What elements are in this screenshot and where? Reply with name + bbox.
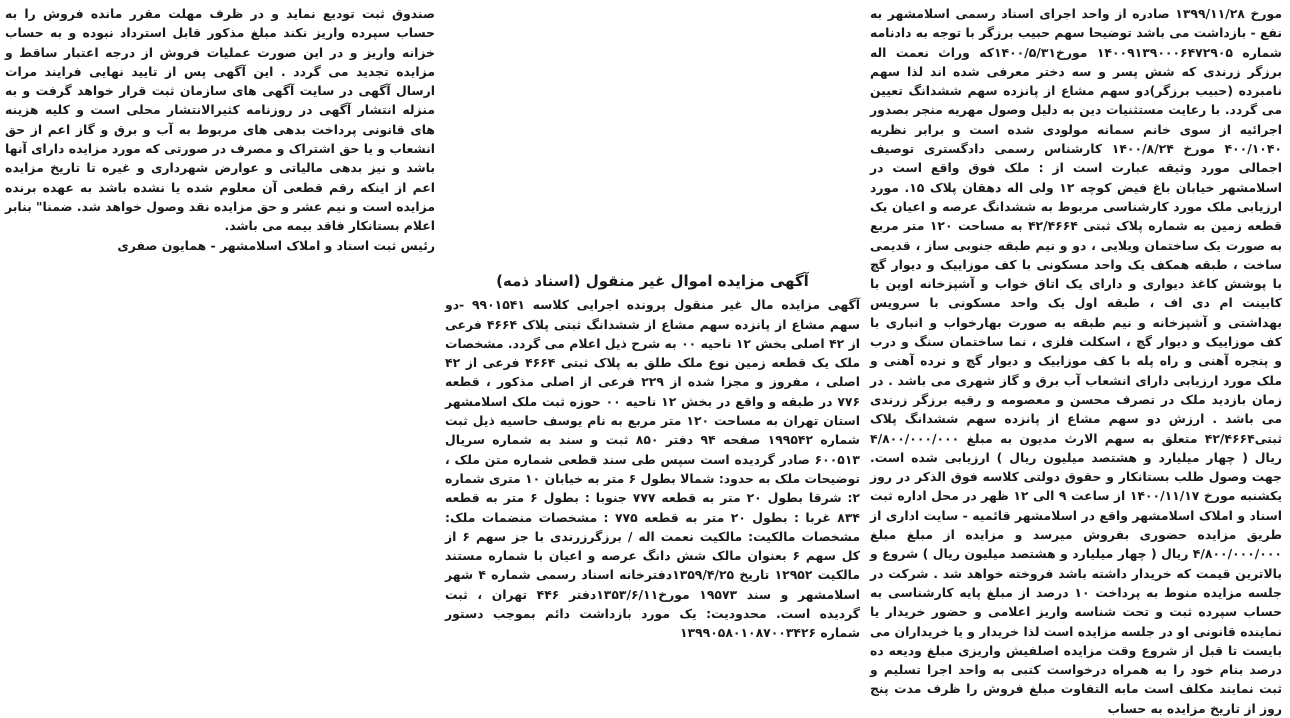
continuation-paragraph: مورخ ۱۳۹۹/۱۱/۲۸ صادره از واحد اجرای اسناد رسمی اسلامشهر به نفع - بازداشت می باشد توضیحا سهم حبیب برزگر با توجه به دادنامه شماره ۱۴۰۰۹۱۳۹۰۰۰۶۴۷۲۹۰۵ مورخ۱۴۰۰/۵/۳۱که وراث نعمت اله برزگر زرندی که شش پسر و سه دختر معرفی شده اند لذا سهم نامبرده (حبیب برزگر)دو سهم مشاع از پانزده سهم ششدانگ تعیین می گردد. با رعایت مستثنیات دین به دلیل وصول مهریه منجر بصدور اجرائیه از سوی خانم سمانه مولودی شده است و برابر نظریه ۴۰۰/۱۰۴۰ مورخ ۱۴۰۰/۸/۲۴ کارشناس رسمی دادگستری توصیف اجمالی مورد وثیقه عبارت است از : ملک فوق واقع است در اسلامشهر خیابان باغ فیض کوچه ۱۲ ولی اله دهقان پلاک ۱۵. مورد ارزیابی ملک مورد کارشناسی مربوط به ششدانگ عرصه و اعیان یک قطعه زمین به شماره پلاک ثبتی ۴۲/۴۶۶۴ به مساحت ۱۲۰ متر مربع به صورت یک ساختمان ویلایی ، دو و نیم طبقه جنوبی ساز ، قدیمی ساخت ، طبقه همکف یک واحد مسکونی با کف موزاییک و دیوار گچ با پوشش کاغذ دیواری و دارای یک اتاق خواب و آشپزخانه اوپن با کابینت ام دی اف ، طبقه اول یک واحد مسکونی با سرویس بهداشتی و آشپزخانه و نیم طبقه به صورت بهارخواب و انباری با کف موزاییک و دیوار گچ ، اسکلت فلزی ، نما ساختمان سنگ و درب و پنجره آهنی و راه پله با کف موزاییک و دیوار گچ و نرده آهنی و ملک مورد ارزیابی دارای انشعاب آب برق و گاز شهری می باشد . در زمان بازدید ملک در تصرف محسن و معصومه و رقیه برزگر زرندی می باشد . ارزش دو سهم مشاع از پانزده سهم ششدانگ پلاک ثبتی۴۲/۴۶۶۴ متعلق به سهم الارث مدیون به مبلغ ۴/۸۰۰/۰۰۰/۰۰۰ ریال ( چهار میلیارد و هشتصد میلیون ریال ) ارزیابی شده است. جهت وصول طلب بستانکار و حقوق دولتی کلاسه فوق الذکر در روز یکشنبه مورخ ۱۴۰۰/۱۱/۱۷ از ساعت ۹ الی ۱۲ ظهر در محل اداره ثبت اسناد و املاک اسلامشهر واقع در اسلامشهر قائمیه - سایت اداری از طریق مزایده حضوری بفروش میرسد و مزایده از مبلغ مبلغ ۴/۸۰۰/۰۰۰/۰۰۰ ریال ( چهار میلیارد و هشتصد میلیون ریال ) شروع و بالاترین قیمت که خریدار داشته باشد فروخته خواهد شد . شرکت در جلسه مزایده منوط به پرداخت ۱۰ درصد از مبلغ پایه کارشناسی به حساب سپرده ثبت و تحت شناسه واریز اعلامی و حضور خریدار یا نماینده قانونی او در جلسه مزایده است لذا خریدار و یا خریداران می بایست تا قبل از شروع وقت مزایده اصلفیش واریزی مبلغ ودیعه ده درصد بنام خود را به همراه درخواست کتبی به واحد اجرا تسلیم و ثبت نمایند مکلف است مابه التفاوت مبلغ فروش را ظرف مدت پنج روز از تاریخ مزایده به حساب	[870, 6, 1282, 716]
closing-paragraph: صندوق ثبت تودیع نماید و در ظرف مهلت مقرر مانده فروش را به حساب سپرده واریز نکند مبلغ مذکور قابل استرداد نبوده و به حساب خزانه واریز و در این صورت عملیات فروش از درجه اعتبار ساقط و مزایده تجدید می گردد . این آگهی پس از تایید نهایی فرایند مرات ارسال آگهی در سایت آگهی های سازمان ثبت قرار خواهد گرفت و به منزله انتشار آگهی در روزنامه کثیرالانتشار محلی است و کلیه هزینه های قانونی پرداخت بدهی های مربوط به آب و برق و گاز اعم از حق انشعاب و یا حق اشتراک و مصرف در صورتی که مورد مزایده دارای آنها باشد و نیز بدهی مالیاتی و عوارض شهرداری و غیره تا تاریخ مزایده اعم از اینکه رقم قطعی آن معلوم شده یا نشده باشد به عهده برنده مزایده است و نیم عشر و حق مزایده نقد وصول خواهد شد. ضمنا" بنابر اعلام بستانکار فاقد بیمه می باشد.	[5, 6, 435, 234]
text-column-right	[870, 4, 1282, 716]
text-column-left	[5, 4, 435, 304]
signature-line: رئیس ثبت اسناد و املاک اسلامشهر - همایون صفری	[117, 237, 435, 253]
notice-title: آگهی مزایده اموال غیر منقول (اسناد ذمه)	[496, 272, 809, 290]
column-top-gap	[445, 4, 860, 272]
notice-body: آگهی مزایده مال غیر منقول پرونده اجرایی کلاسه ۹۹۰۱۵۴۱ -دو سهم مشاع از پانزده سهم مشاع از ششدانگ ثبتی پلاک ۴۶۶۴ فرعی از ۴۲ اصلی بخش ۱۲ ناحیه ۰۰ به شرح ذیل اعلام می گردد. مشخصات ملک یک قطعه زمین نوع ملک طلق به پلاک ثبتی ۴۶۶۴ فرعی از ۴۲ اصلی ، مفروز و مجزا شده از ۲۲۹ فرعی از اصلی مذکور ، قطعه ۷۷۶ در طبقه و واقع در بخش ۱۲ ناحیه ۰۰ حوزه ثبت ملک اسلامشهر استان تهران به مساحت ۱۲۰ متر مربع به نام یوسف حاسیه ذیل ثبت شماره ۱۹۹۵۴۲ صفحه ۹۴ دفتر ۸۵۰ ثبت و سند به شماره سریال ۶۰۰۵۱۳ صادر گردیده است سپس طی سند قطعی شماره متن ملک ، توضیحات ملک به حدود: شمالا بطول ۶ متر به خیابان ۱۰ متری شماره ۲: شرقا بطول ۲۰ متر به قطعه ۷۷۷ جنوبا : بطول ۶ متر به قطعه ۸۳۴ غربا : بطول ۲۰ متر به قطعه ۷۷۵ : مشخصات منضمات ملک: مشخصات مالکیت: مالکیت نعمت اله / برزگرزرندی با جز سهم ۶ از کل سهم ۶ بعنوان مالک شش دانگ عرصه و اعیان با شماره مستند مالکیت ۱۲۹۵۲ تاریخ ۱۳۵۹/۴/۲۵دفترخانه اسناد رسمی شماره ۴ شهر اسلامشهر و سند ۱۹۵۷۳ مورخ۱۳۵۳/۶/۱۱دفتر ۴۴۶ تهران ، ثبت گردیده است. محدودیت: یک مورد بازداشت دائم بموجب دستور شماره ۱۳۹۹۰۵۸۰۱۰۸۷۰۰۳۴۲۶	[445, 297, 861, 641]
text-column-middle	[445, 4, 861, 641]
